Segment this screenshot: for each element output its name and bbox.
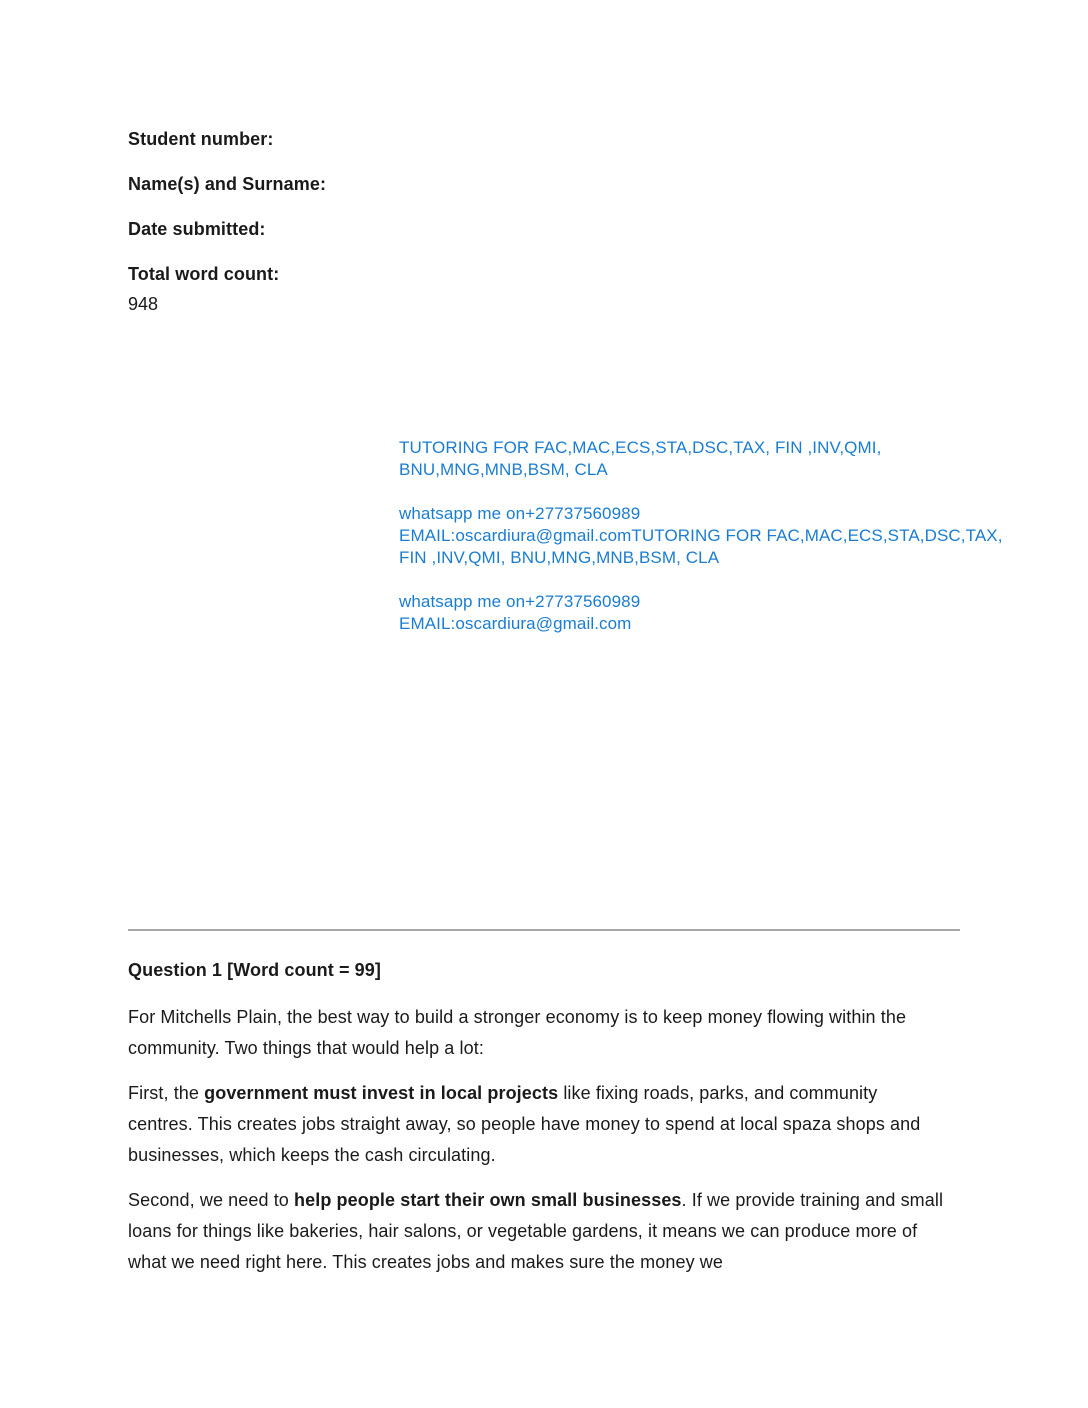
text-run: For Mitchells Plain, the best way to build a stronger economy is to keep money flowing within the community. Two things that would help a lot: xyxy=(128,1007,907,1058)
tutoring-ad-line: BNU,MNG,MNB,BSM, CLA xyxy=(399,460,608,479)
tutoring-ad-line: FIN ,INV,QMI, BNU,MNG,MNB,BSM, CLA xyxy=(399,548,720,567)
student-number-label: Student number: xyxy=(128,129,274,149)
body-paragraph xyxy=(128,1078,944,1171)
tutoring-ad-line: whatsapp me on+27737560989 xyxy=(399,592,641,611)
total-word-count-label: Total word count: xyxy=(128,264,280,284)
section-divider xyxy=(128,929,960,931)
tutoring-ad-line: whatsapp me on+27737560989 xyxy=(399,504,641,523)
text-run: First, the xyxy=(128,1083,205,1103)
tutoring-ad-block xyxy=(399,437,1003,635)
text-run: Second, we need to xyxy=(128,1190,295,1210)
name-surname-label: Name(s) and Surname: xyxy=(128,174,327,194)
tutoring-ad-line: TUTORING FOR FAC,MAC,ECS,STA,DSC,TAX, FIN ,INV,QMI, xyxy=(399,438,882,457)
body-paragraph xyxy=(128,1002,944,1064)
total-word-count-value: 948 xyxy=(128,294,159,314)
question-1-heading: Question 1 [Word count = 99] xyxy=(128,960,381,980)
body-paragraph xyxy=(128,1185,944,1278)
text-run: like fixing roads, parks, and community centres. This creates jobs straight away, so people have money to spend at local spaza shops and businesses, which keeps the cash circulating. xyxy=(128,1083,921,1165)
date-submitted-label: Date submitted: xyxy=(128,219,266,239)
tutoring-ad-blank-line xyxy=(399,481,960,503)
tutoring-ad-line: EMAIL:oscardiura@gmail.com xyxy=(399,614,632,633)
text-run: . If we provide training and small loans for things like bakeries, hair salons, or vegetable gardens, it means we can produce more of what we need right here. This creates jobs and makes sure the money we xyxy=(128,1190,944,1272)
bold-text-run: government must invest in local projects xyxy=(204,1083,559,1103)
answer-paragraphs xyxy=(128,1002,944,1278)
tutoring-ad-line: EMAIL:oscardiura@gmail.comTUTORING FOR FAC,MAC,ECS,STA,DSC,TAX, xyxy=(399,526,1003,545)
tutoring-ad-blank-line xyxy=(399,569,960,591)
bold-text-run: help people start their own small businesses xyxy=(294,1190,682,1210)
